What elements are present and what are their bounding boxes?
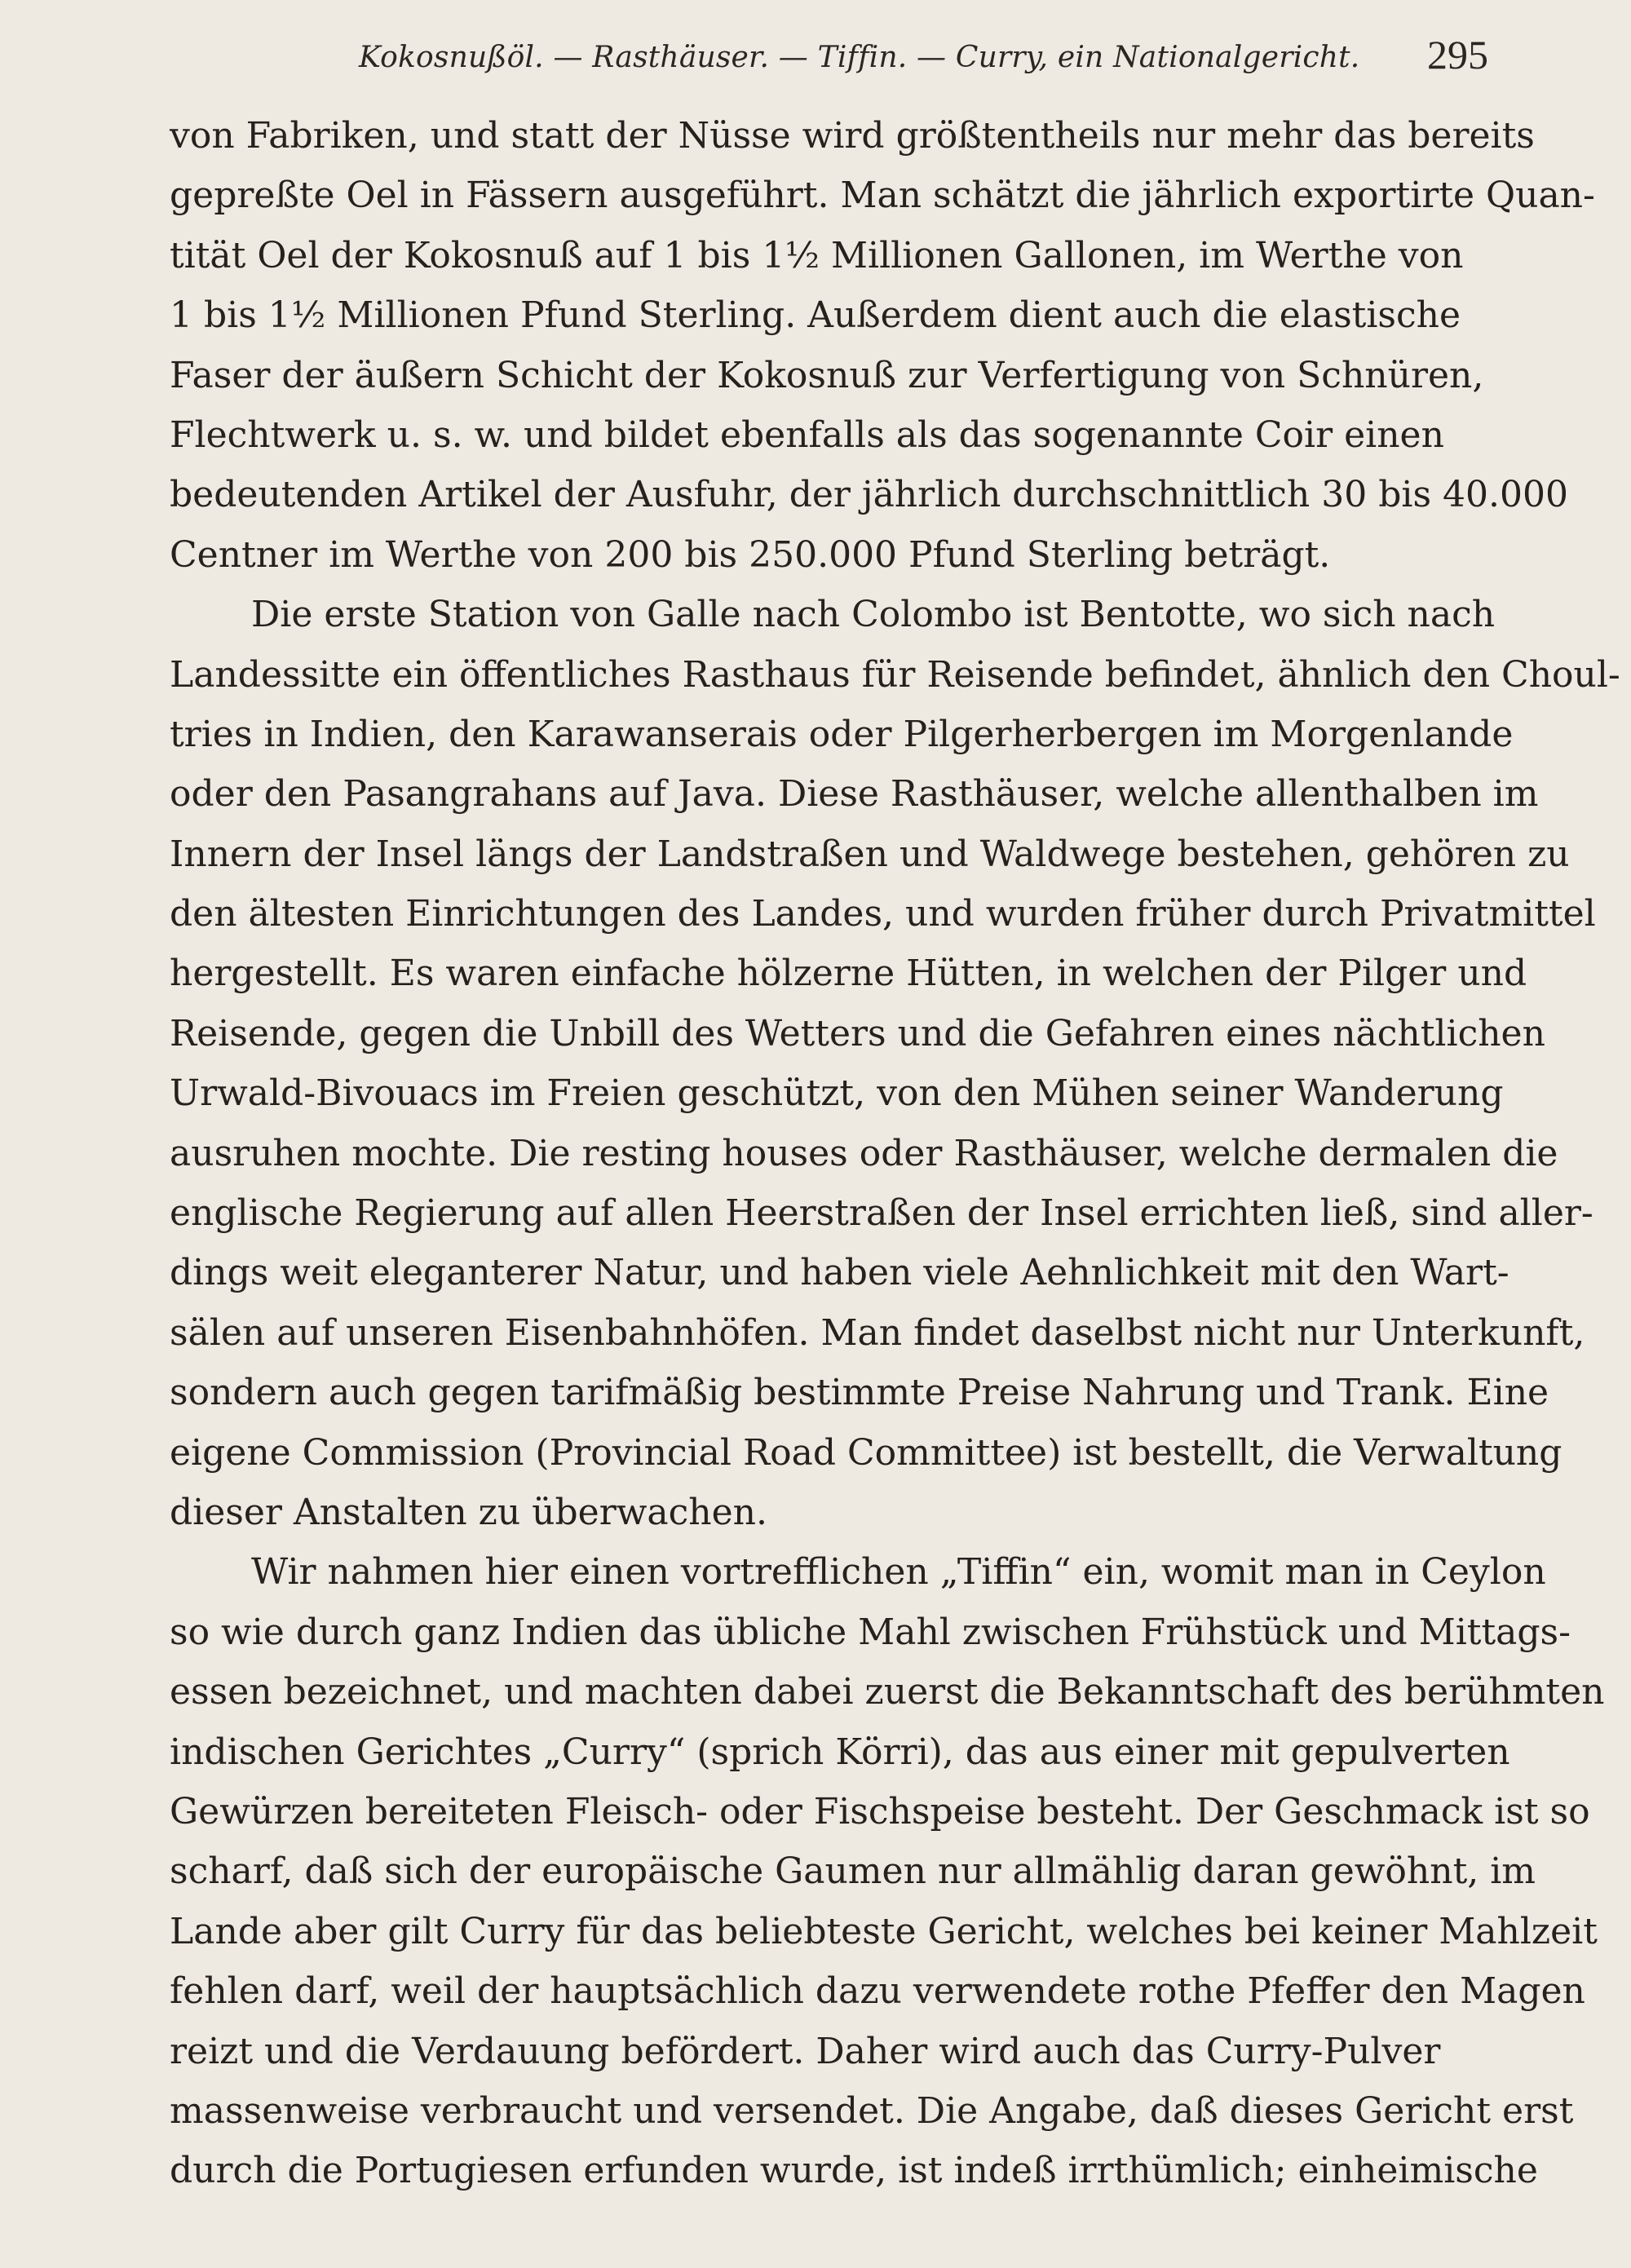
text-line: Urwald-Bivouacs im Freien geschützt, von den Mühen seiner Wanderung xyxy=(170,1072,1504,1115)
text-line: tität Oel der Kokosnuß auf 1 bis 1½ Millionen Gallonen, im Werthe von xyxy=(170,234,1464,276)
body-text xyxy=(170,106,1620,2201)
text-line: dings weit eleganterer Natur, und haben viele Aehnlichkeit mit den Wart- xyxy=(170,1252,1509,1294)
text-line: Centner im Werthe von 200 bis 250.000 Pfund Sterling beträgt. xyxy=(170,533,1331,576)
text-line: durch die Portugiesen erfunden wurde, ist indeß irrthümlich; einheimische xyxy=(170,2150,1538,2192)
text-line: indischen Gerichtes „Curry“ (sprich Körri), das aus einer mit gepulverten xyxy=(170,1731,1510,1773)
text-line: 1 bis 1½ Millionen Pfund Sterling. Außerdem dient auch die elastische xyxy=(170,294,1461,337)
text-line: fehlen darf, weil der hauptsächlich dazu verwendete rothe Pfeffer den Magen xyxy=(170,1970,1585,2013)
text-line: tries in Indien, den Karawanserais oder Pilgerherbergen im Morgenlande xyxy=(170,713,1514,755)
text-line: reizt und die Verdauung befördert. Daher wird auch das Curry-Pulver xyxy=(170,2030,1441,2072)
text-line: essen bezeichnet, und machten dabei zuerst die Bekanntschaft des berühmten xyxy=(170,1671,1605,1713)
text-line: gepreßte Oel in Fässern ausgeführt. Man schätzt die jährlich exportirte Quan- xyxy=(170,175,1595,217)
text-line: den ältesten Einrichtungen des Landes, und wurden früher durch Privatmittel xyxy=(170,893,1596,935)
text-line: scharf, daß sich der europäische Gaumen nur allmählig daran gewöhnt, im xyxy=(170,1850,1536,1893)
text-line: Reisende, gegen die Unbill des Wetters und die Gefahren eines nächtlichen xyxy=(170,1012,1545,1054)
text-line: Wir nahmen hier einen vortrefflichen „Tiffin“ ein, womit man in Ceylon xyxy=(251,1551,1546,1594)
text-line: Gewürzen bereiteten Fleisch- oder Fischspeise besteht. Der Geschmack ist so xyxy=(170,1790,1590,1833)
running-head: Kokosnußöl. — Rasthäuser. — Tiffin. — Curry, ein Nationalgericht. xyxy=(359,41,1360,74)
page-number: 295 xyxy=(1427,32,1488,77)
text-line: ausruhen mochte. Die resting houses oder Rasthäuser, welche dermalen die xyxy=(170,1132,1558,1174)
text-line: eigene Commission (Provincial Road Committee) ist bestellt, die Verwaltung xyxy=(170,1431,1562,1474)
text-line: Lande aber gilt Curry für das beliebteste Gericht, welches bei keiner Mahlzeit xyxy=(170,1910,1598,1952)
text-line: oder den Pasangrahans auf Java. Diese Rasthäuser, welche allenthalben im xyxy=(170,773,1539,816)
text-line: dieser Anstalten zu überwachen. xyxy=(170,1491,767,1533)
text-line: Innern der Insel längs der Landstraßen und Waldwege bestehen, gehören zu xyxy=(170,833,1570,875)
text-line: Landessitte ein öffentliches Rasthaus für Reisende befindet, ähnlich den Choul- xyxy=(170,653,1620,696)
text-line: massenweise verbraucht und versendet. Die Angabe, daß dieses Gericht erst xyxy=(170,2089,1574,2132)
text-line: Faser der äußern Schicht der Kokosnuß zur Verfertigung von Schnüren, xyxy=(170,354,1484,396)
text-line: hergestellt. Es waren einfache hölzerne Hütten, in welchen der Pilger und xyxy=(170,953,1527,995)
page-header xyxy=(122,24,1488,90)
text-line: so wie durch ganz Indien das übliche Mahl zwischen Frühstück und Mittags- xyxy=(170,1611,1571,1653)
text-line: sondern auch gegen tarifmäßig bestimmte Preise Nahrung und Trank. Eine xyxy=(170,1372,1549,1414)
text-line: bedeutenden Artikel der Ausfuhr, der jährlich durchschnittlich 30 bis 40.000 xyxy=(170,474,1568,516)
text-line: von Fabriken, und statt der Nüsse wird größtentheils nur mehr das bereits xyxy=(170,115,1535,157)
text-line: Die erste Station von Galle nach Colombo ist Bentotte, wo sich nach xyxy=(251,594,1496,636)
text-line: sälen auf unseren Eisenbahnhöfen. Man findet daselbst nicht nur Unterkunft, xyxy=(170,1311,1585,1354)
text-line: englische Regierung auf allen Heerstraßen der Insel errichten ließ, sind aller- xyxy=(170,1192,1593,1235)
text-line: Flechtwerk u. s. w. und bildet ebenfalls als das sogenannte Coir einen xyxy=(170,413,1444,456)
